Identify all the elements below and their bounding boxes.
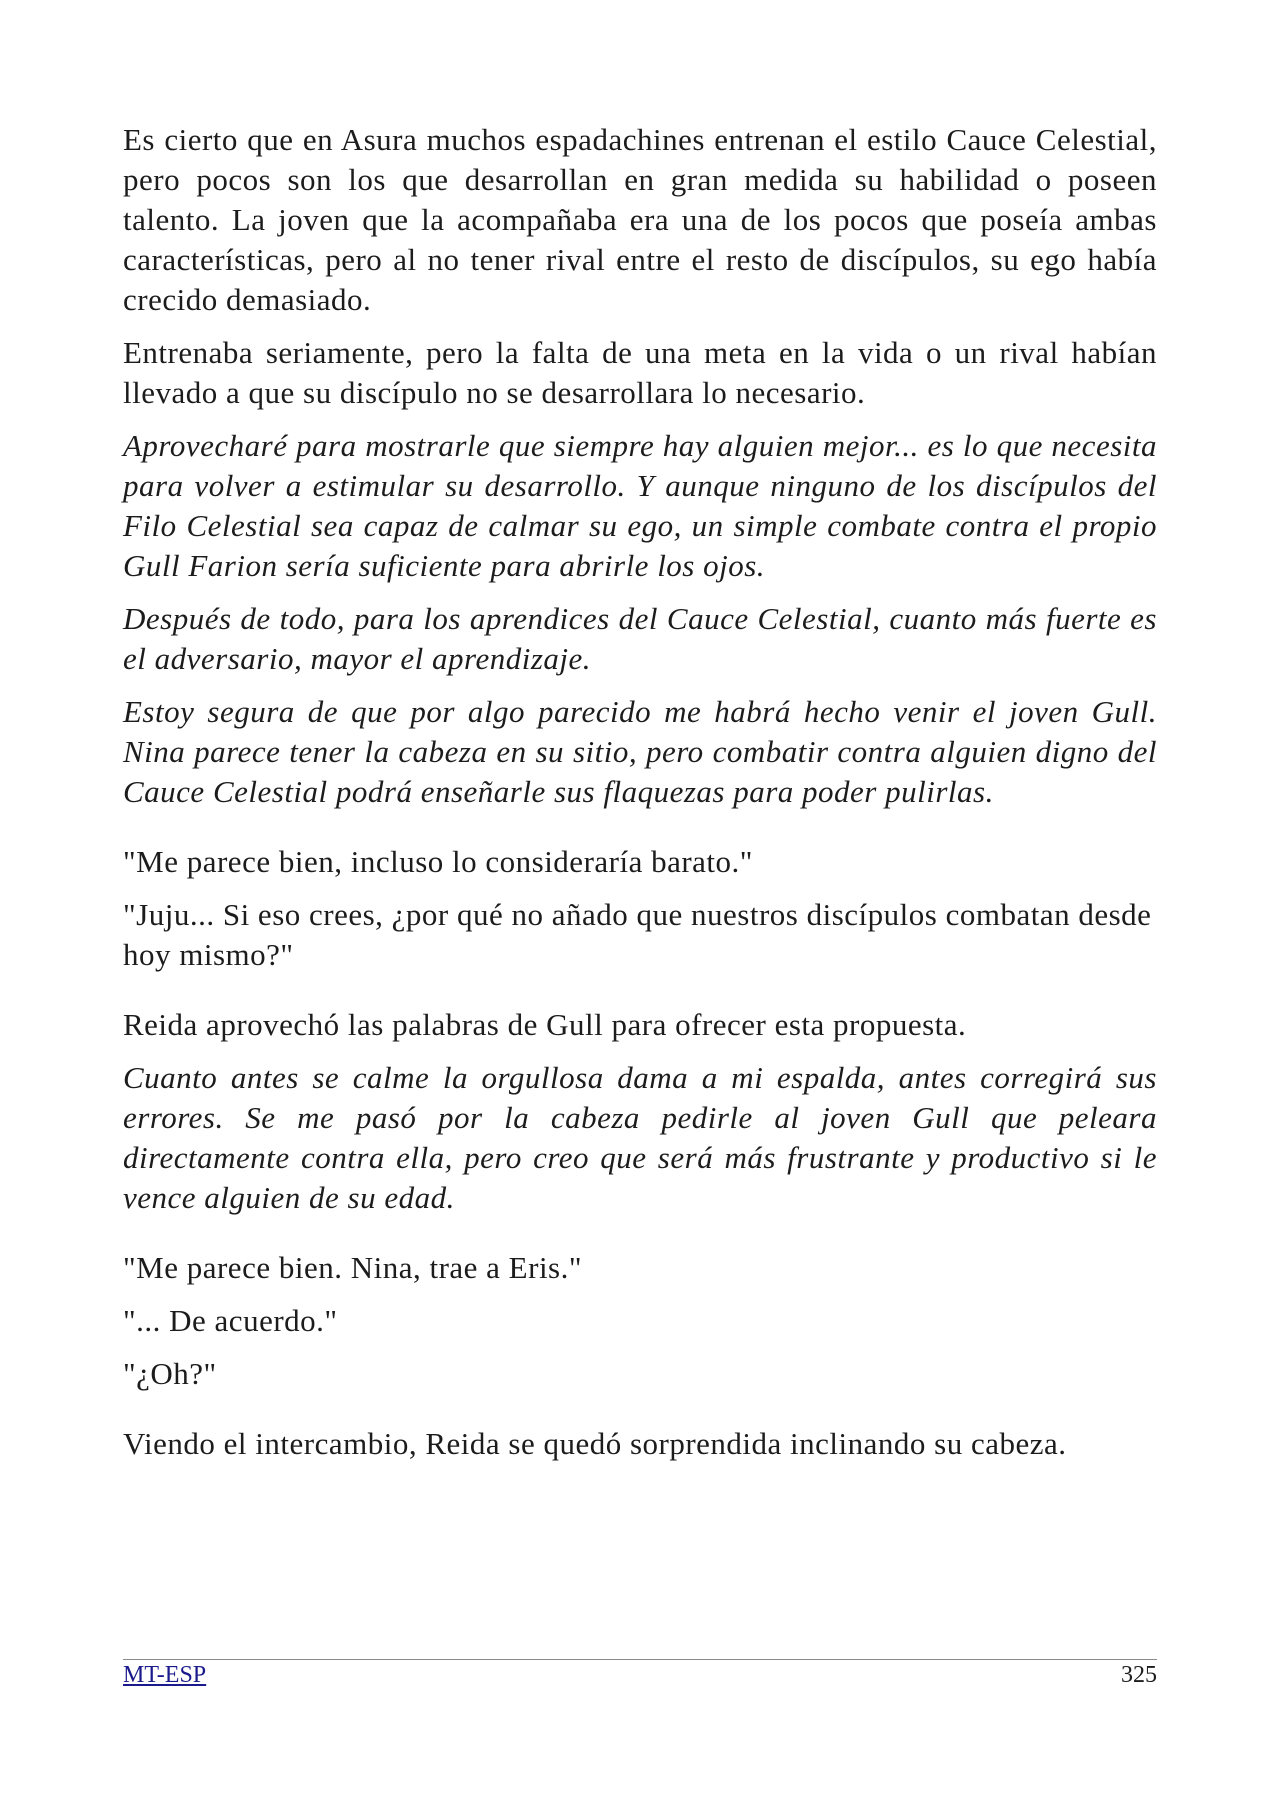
narration-line: Reida aprovechó las palabras de Gull para ofrecer esta propuesta. bbox=[123, 1007, 967, 1042]
paragraph: Es cierto que en Asura muchos espadachines entrenan el estilo Cauce Celestial, pero pocos son los que desarrollan en gran medida su habilidad o poseen talento. La joven que la acompañaba era una de los pocos que poseía ambas características, pero al no tener rival entre el resto de discípulos, su ego había crecido demasiado. bbox=[123, 122, 1157, 317]
dialogue-line: "¿Oh?" bbox=[123, 1356, 217, 1391]
thought-paragraph: Cuanto antes se calme la orgullosa dama a mi espalda, antes corregirá sus errores. Se me pasó por la cabeza pedirle al joven Gull que peleara directamente contra ella, pero creo que será más frustrante y productivo si le vence alguien de su edad. bbox=[123, 1060, 1157, 1215]
dialogue-line: "... De acuerdo." bbox=[123, 1303, 338, 1338]
footer-divider bbox=[123, 1659, 1157, 1660]
dialogue-line: "Juju... Si eso crees, ¿por qué no añado que nuestros discípulos combatan desde hoy mismo?" bbox=[123, 897, 1152, 972]
dialogue-line: "Me parece bien. Nina, trae a Eris." bbox=[123, 1250, 583, 1285]
dialogue-line: "Me parece bien, incluso lo consideraría barato." bbox=[123, 844, 753, 879]
page-body bbox=[123, 120, 1157, 1477]
narration-line: Viendo el intercambio, Reida se quedó sorprendida inclinando su cabeza. bbox=[123, 1426, 1067, 1461]
page-number: 325 bbox=[1121, 1662, 1157, 1688]
footer-site-link[interactable]: MT-ESP bbox=[123, 1662, 207, 1688]
thought-paragraph: Aprovecharé para mostrarle que siempre hay alguien mejor... es lo que necesita para volver a estimular su desarrollo. Y aunque ninguno de los discípulos del Filo Celestial sea capaz de calmar su ego, un simple combate contra el propio Gull Farion sería suficiente para abrirle los ojos. bbox=[123, 428, 1157, 583]
paragraph: Entrenaba seriamente, pero la falta de una meta en la vida o un rival habían llevado a que su discípulo no se desarrollara lo necesario. bbox=[123, 335, 1157, 410]
thought-paragraph: Estoy segura de que por algo parecido me habrá hecho venir el joven Gull. Nina parece tener la cabeza en su sitio, pero combatir contra alguien digno del Cauce Celestial podrá enseñarle sus flaquezas para poder pulirlas. bbox=[123, 694, 1157, 809]
thought-paragraph: Después de todo, para los aprendices del Cauce Celestial, cuanto más fuerte es el adversario, mayor el aprendizaje. bbox=[123, 601, 1157, 676]
